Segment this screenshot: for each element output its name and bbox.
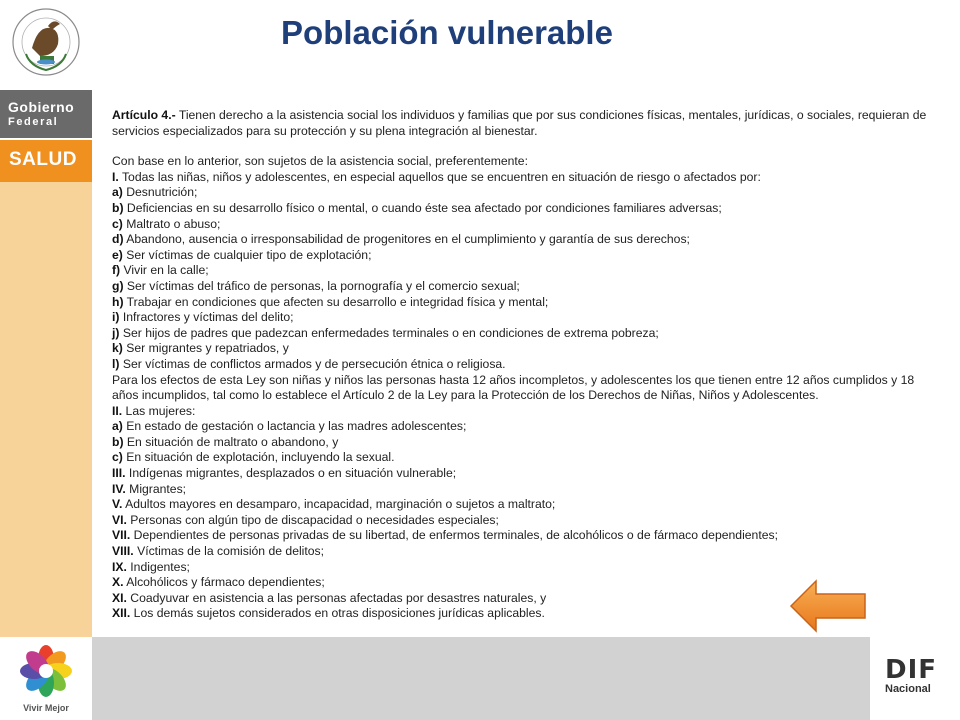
item-label: VI. [112, 512, 127, 527]
item-label: c) [112, 450, 123, 465]
item-text: En situación de explotación, incluyendo la sexual. [122, 450, 395, 465]
item-text: Trabajar en condiciones que afecten su desarrollo e integridad física y mental; [123, 294, 549, 309]
list-item [112, 310, 938, 326]
item-text: Ser hijos de padres que padezcan enfermedades terminales o en condiciones de extrema pobreza; [119, 325, 659, 340]
list-item [112, 528, 938, 544]
list-item [112, 341, 938, 357]
list-item [112, 513, 938, 529]
item-label: VIII. [112, 544, 134, 559]
item-label: V. [112, 497, 123, 512]
item-label: f) [112, 263, 121, 278]
flower-logo-icon [20, 645, 72, 697]
item-text: Personas con algún tipo de discapacidad o necesidades especiales; [126, 512, 499, 527]
dif-subtitle: Nacional [885, 683, 931, 695]
gobierno-line1: Gobierno [8, 99, 75, 115]
article-text: Tienen derecho a la asistencia social los individuos y familias que por sus condiciones físicas, mentales, jurídicas, o sociales, requieran de servicios especializados para su protección y su plena integración al bienestar. [112, 108, 927, 138]
list-item [112, 497, 938, 513]
item-label: e) [112, 247, 123, 262]
item-label: IV. [112, 481, 126, 496]
item-label: j) [112, 325, 120, 340]
document-body [112, 108, 938, 622]
vivir-mejor-label: Vivir Mejor [23, 703, 69, 713]
section-label: II. [112, 403, 123, 418]
item-text: Maltrato o abuso; [122, 216, 221, 231]
sidebar-beige-panel [0, 182, 92, 637]
item-label: XII. [112, 606, 131, 621]
section-I-items [112, 185, 938, 372]
left-arrow-icon[interactable] [788, 578, 868, 634]
note-paragraph: Para los efectos de esta Ley son niñas y niños las personas hasta 12 años incompletos, y adolescentes los que tienen entre 12 años cumplidos y 18 años incumplidos, tal como lo establece el Artículo 2 de la Ley para la Protección de los Derechos de Niñas, Niños y Adolescentes. [112, 372, 915, 403]
list-item [112, 419, 938, 435]
list-item [112, 326, 938, 342]
item-text: Infractores y víctimas del delito; [119, 310, 294, 325]
item-text: En estado de gestación o lactancia y las madres adolescentes; [122, 419, 467, 434]
item-label: III. [112, 466, 126, 481]
bottom-bar [92, 637, 870, 720]
item-text: Dependientes de personas privadas de su libertad, de enfermos terminales, de alcohólicos o de fármaco dependientes; [130, 528, 778, 543]
list-item [112, 560, 938, 576]
page-title: Población vulnerable [281, 14, 613, 51]
item-label: b) [112, 200, 124, 215]
gobierno-line2: Federal [8, 116, 59, 128]
section-label: I. [112, 169, 119, 184]
list-item [112, 279, 938, 295]
dif-mark: DIF [885, 655, 938, 685]
intro-paragraph [112, 108, 938, 139]
salud-label: SALUD [9, 149, 77, 170]
item-label: X. [112, 575, 124, 590]
section-II [112, 404, 938, 420]
salud-banner [0, 140, 92, 182]
item-label: g) [112, 278, 124, 293]
item-text: Desnutrición; [122, 185, 198, 200]
item-text: Víctimas de la comisión de delitos; [133, 544, 325, 559]
list-item [112, 232, 938, 248]
item-text: Abandono, ausencia o irresponsabilidad de progenitores en el cumplimiento y garantía de sus derechos; [123, 232, 690, 247]
item-label: IX. [112, 559, 127, 574]
section-I [112, 170, 938, 186]
item-label: c) [112, 216, 123, 231]
list-item [112, 185, 938, 201]
item-text: Alcohólicos y fármaco dependientes; [123, 575, 325, 590]
item-label: d) [112, 232, 124, 247]
item-label: XI. [112, 590, 127, 605]
item-text: Ser víctimas de conflictos armados y de persecución étnica o religiosa. [119, 356, 506, 371]
item-label: l) [112, 356, 120, 371]
base-paragraph: Con base en lo anterior, son sujetos de la asistencia social, preferentemente: [112, 154, 528, 169]
seal-area [0, 0, 92, 90]
item-label: b) [112, 434, 124, 449]
list-item [112, 450, 938, 466]
article-label: Artículo 4.- [112, 108, 176, 122]
item-text: Ser víctimas de cualquier tipo de explotación; [122, 247, 372, 262]
dif-logo [885, 657, 947, 695]
gobierno-federal-banner [0, 90, 92, 138]
item-label: h) [112, 294, 124, 309]
list-item [112, 544, 938, 560]
section-text: Todas las niñas, niños y adolescentes, en especial aquellos que se encuentren en situación de riesgo o afectados por: [118, 169, 761, 184]
section-II-items [112, 419, 938, 466]
item-text: Los demás sujetos considerados en otras disposiciones jurídicas aplicables. [130, 606, 545, 621]
item-label: k) [112, 341, 123, 356]
item-text: Indígenas migrantes, desplazados o en situación vulnerable; [125, 466, 457, 481]
item-text: Ser migrantes y repatriados, y [122, 341, 289, 356]
list-item [112, 466, 938, 482]
list-item [112, 357, 938, 373]
item-text: Vivir en la calle; [120, 263, 209, 278]
list-item [112, 482, 938, 498]
list-item [112, 435, 938, 451]
item-text: Ser víctimas del tráfico de personas, la pornografía y el comercio sexual; [123, 278, 520, 293]
list-item [112, 263, 938, 279]
item-text: Coadyuvar en asistencia a las personas afectadas por desastres naturales, y [126, 590, 547, 605]
mexican-eagle-seal-icon [10, 4, 82, 84]
item-text: Adultos mayores en desamparo, incapacidad, marginación o sujetos a maltrato; [122, 497, 556, 512]
paragraph-gap [112, 139, 938, 154]
item-text: En situación de maltrato o abandono, y [123, 434, 339, 449]
item-label: VII. [112, 528, 131, 543]
list-item [112, 295, 938, 311]
list-item [112, 201, 938, 217]
left-sidebar [0, 0, 92, 720]
list-item [112, 248, 938, 264]
item-text: Deficiencias en su desarrollo físico o mental, o cuando éste sea afectado por condiciones familiares adversas; [123, 200, 722, 215]
item-text: Migrantes; [125, 481, 187, 496]
section-text: Las mujeres: [122, 403, 196, 418]
item-label: a) [112, 185, 123, 200]
vivir-mejor-area [0, 637, 92, 720]
item-text: Indigentes; [126, 559, 190, 574]
list-item [112, 217, 938, 233]
item-label: a) [112, 419, 123, 434]
item-label: i) [112, 310, 120, 325]
